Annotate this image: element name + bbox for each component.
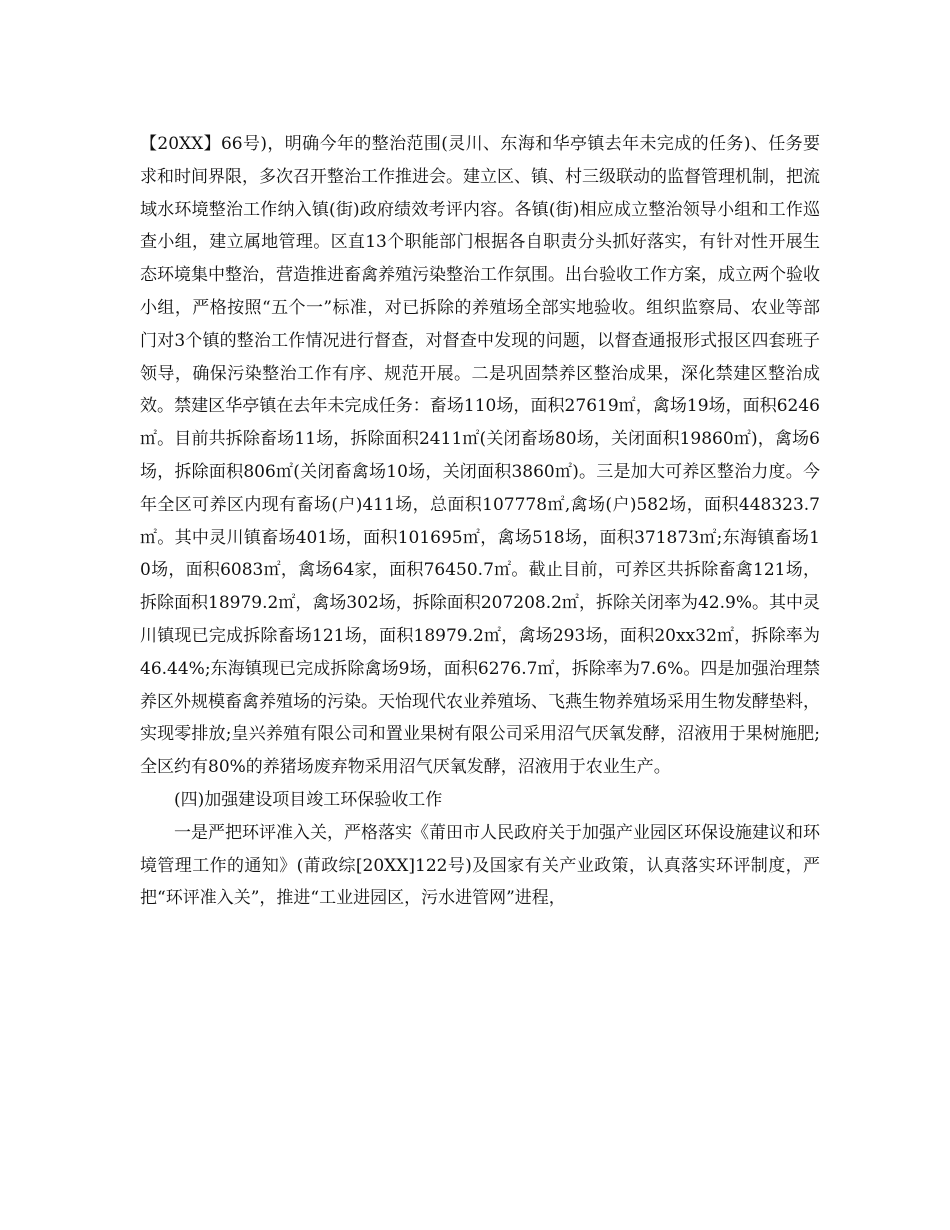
body-paragraph: 一是严把环评准入关，严格落实《莆田市人民政府关于加强产业园区环保设施建议和环境管理工作的通知》(莆政综[20XX]122号)及国家有关产业政策，认真落实环评制度，严把“环评准入关”，推进“工业进园区，污水进管网”进程， bbox=[140, 822, 820, 909]
document-body bbox=[140, 128, 820, 915]
body-paragraph: 【20XX】66号)，明确今年的整治范围(灵川、东海和华亭镇去年未完成的任务)、任务要求和时间界限，多次召开整治工作推进会。建立区、镇、村三级联动的监督管理机制，把流域水环境整治工作纳入镇(街)政府绩效考评内容。各镇(街)相应成立整治领导小组和工作巡查小组，建立属地管理。区直13个职能部门根据各自职责分头抓好落实，有针对性开展生态环境集中整治，营造推进畜禽养殖污染整治工作氛围。出台验收工作方案，成立两个验收小组，严格按照“五个一”标准，对已拆除的养殖场全部实地验收。组织监察局、农业等部门对3个镇的整治工作情况进行督查，对督查中发现的问题，以督查通报形式报区四套班子领导，确保污染整治工作有序、规范开展。二是巩固禁养区整治成果，深化禁建区整治成效。禁建区华亭镇在去年未完成任务：畜场110场，面积27619㎡，禽场19场，面积6246㎡。目前共拆除畜场11场，拆除面积2411㎡(关闭畜场80场，关闭面积19860㎡)，禽场6场，拆除面积806㎡(关闭畜禽场10场，关闭面积3860㎡)。三是加大可养区整治力度。今年全区可养区内现有畜场(户)411场，总面积107778㎡,禽场(户)582场，面积448323.7㎡。其中灵川镇畜场401场，面积101695㎡，禽场518场，面积371873㎡;东海镇畜场10场，面积6083㎡，禽场64家，面积76450.7㎡。截止目前，可养区共拆除畜禽121场，拆除面积18979.2㎡，禽场302场，拆除面积207208.2㎡，拆除关闭率为42.9%。其中灵川镇现已完成拆除畜场121场，面积18979.2㎡，禽场293场，面积20xx32㎡，拆除率为46.44%;东海镇现已完成拆除禽场9场，面积6276.7㎡，拆除率为7.6%。四是加强治理禁养区外规模畜禽养殖场的污染。天怡现代农业养殖场、飞燕生物养殖场采用生物发酵垫料，实现零排放;皇兴养殖有限公司和置业果树有限公司采用沼气厌氧发酵，沼液用于果树施肥;全区约有80%的养猪场废弃物采用沼气厌氧发酵，沼液用于农业生产。 bbox=[140, 134, 820, 778]
section-heading: (四)加强建设项目竣工环保验收工作 bbox=[174, 789, 443, 810]
